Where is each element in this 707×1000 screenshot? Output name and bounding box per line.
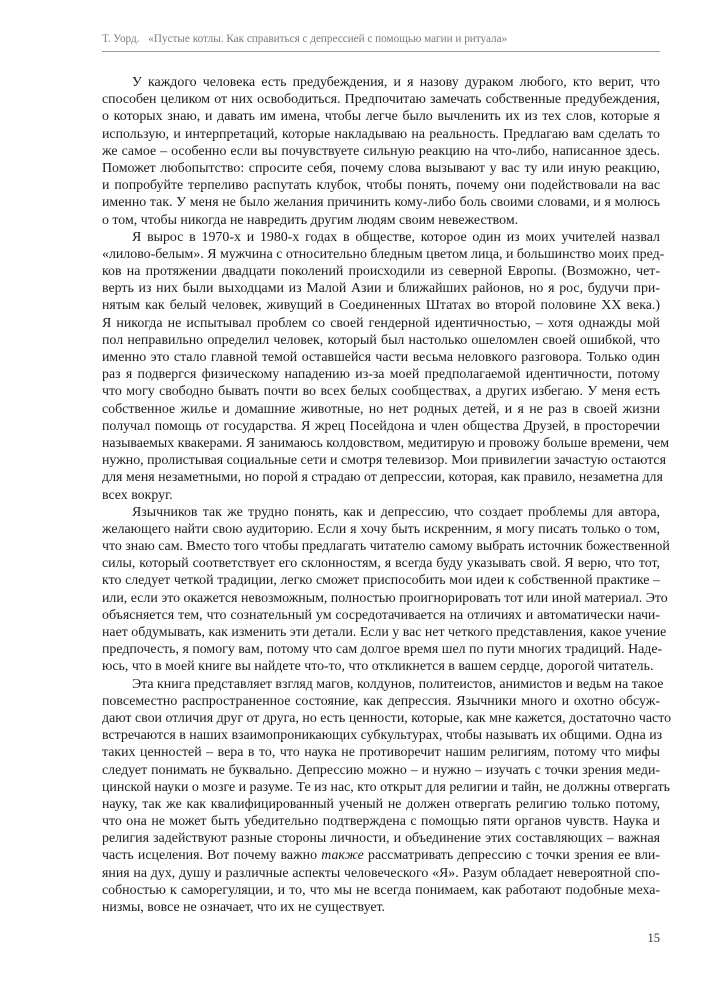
text-line: что знаю сам. Вместо того чтобы предлагать читателю самому выбрать источник божественной [102, 539, 670, 555]
text-line: таких ценностей – вера в то, что наука не противоречит нашим религиям, потому что мифы [102, 745, 660, 761]
text-line: получал помощь от государства. Я жрец Посейдона и член общества Друзей, в просторечии [102, 418, 660, 434]
text-line: У каждого человека есть предубеждения, и я назову дураком любого, кто верит, что [132, 75, 660, 90]
text-line: Эта книга представляет взгляд магов, колдунов, политеистов, анимистов и ведьм на такое [132, 676, 664, 692]
text-line: нятым как белый человек, живущий в Соединенных Штатах во второй половине XX века.) [102, 298, 660, 314]
text-line: Поможет любопытство: спросите себя, почему слова вызывают у вас ту или иную реакцию, [102, 160, 660, 176]
text-line: юсь, что в моей книге вы найдете что-то, что откликнется в вашем сердце, дорогой читатель. [102, 659, 654, 675]
header-author: Т. Уорд. [102, 33, 140, 45]
text-line: и попробуйте терпеливо распутать клубок, чтобы понять, почему они подействовали на вас [102, 178, 660, 194]
text-line: нужно, пролистывая социальные сети и смотря телевизор. Мои привилегии зачастую остаются [102, 453, 666, 469]
text-line: что она не может быть убедительно подтверждена с помощью пяти органов чувств. Наука и [102, 814, 660, 830]
text-line: ков на протяжении двадцати поколений происходили из северной Европы. (Возможно, чет- [102, 264, 660, 280]
text-line: Язычников так же трудно понять, как и депрессию, что создает проблемы для автора, [132, 504, 660, 520]
text-line: силы, который соответствует его склонностям, я всегда буду указывать свой. Я верю, что тот, [102, 556, 660, 572]
italic-emphasis: также [321, 848, 364, 864]
paragraph [102, 229, 670, 504]
text-line: собностью к саморегуляции, и то, что мы не всегда понимаем, как работают подобные меха- [102, 882, 660, 898]
text-line: собственное жилье и домашние животные, но нет родных детей, и я не раз в своей жизни [102, 401, 660, 417]
text-line: именно так. У меня не было желания причинить кому-либо боль своими словами, и я молюсь [102, 195, 660, 211]
page-body-text [102, 74, 672, 916]
text-line: следует понимать не буквально. Депрессию можно – и нужно – изучать с точки зрения меди- [102, 762, 660, 778]
text-line: называемых квакерами. Я занимаюсь колдовством, медитирую и провожу больше времени, чем [102, 435, 670, 451]
text-line: желающего найти свою аудиторию. Если я хочу быть искренним, я могу писать только о том, [102, 521, 660, 537]
text-line [102, 847, 660, 864]
header-book-title: «Пустые котлы. Как справиться с депрессией с помощью магии и ритуала» [148, 33, 508, 45]
text-line: верть из них были выходцами из Малой Азии и ближайших районов, но я рос, будучи при- [102, 281, 660, 297]
text-line: религия задействуют разные стороны личности, и объединение этих составляющих – важная [102, 831, 660, 847]
running-header [102, 33, 660, 45]
text-line: объясняется тем, что сознательный ум сосредотачивается на отличиях и автоматически начи- [102, 607, 660, 623]
paragraph [102, 74, 660, 229]
text-line: для меня незаметными, но порой я страдаю от депрессии, которая, как правило, незаметна для [102, 470, 663, 486]
text-line: предпочесть, я помогу вам, потому что сам долгое время шел по пути многих традиций. Наде- [102, 642, 663, 658]
text-line: яния на дух, душу и различные аспекты человеческого «Я». Разум обладает невероятной спо- [102, 865, 660, 881]
text-line: нает обдумывать, как изменить эти детали. Если у вас нет четкого представления, какое учение [102, 625, 667, 640]
text-line: пол неправильно определил человек, который был настолько ошеломлен своей ошибкой, что [102, 332, 660, 348]
text-segment: рассматривать депрессию с точки зрения ее вли- [363, 848, 660, 864]
text-line: науку, так же как квалифицированный ученый не должен отвергать религию только потому, [102, 796, 660, 812]
text-line: Я никогда не испытывал проблем со своей гендерной идентичностью, – хотя однажды мой [102, 315, 660, 331]
text-line: «лилово-белым». Я мужчина с относительно бледным цветом лица, и большинство моих пред- [102, 246, 665, 262]
text-segment: часть исцеления. Вот почему важно [102, 848, 322, 864]
text-line: или, если это окажется невозможным, полностью проигнорировать тот или иной материал. Это [102, 590, 668, 606]
header-rule [102, 51, 660, 52]
text-line: повсеместно распространенное состояние, как депрессия. Язычники много и охотно обсуж- [102, 693, 660, 709]
text-line: всех вокруг. [102, 487, 173, 503]
text-line: встречаются в наших взаимопроникающих субкультурах, чтобы называть их общими. Одна из [102, 728, 663, 744]
text-line: же самое – особенно если вы почувствуете сильную реакцию на что-либо, написанное здесь. [102, 143, 660, 159]
text-line: использую, и интерпретаций, которые накладываю на реальность. Предлагаю вам сделать то [102, 126, 660, 142]
text-line: цинской науки о мозге и разуме. Те из нас, кто открыт для религии и тайн, не должны отвергать [102, 779, 670, 795]
text-line: раз я подвергся физическому нападению из-за моей предполагаемой идентичности, потому [102, 367, 660, 383]
text-line: Я вырос в 1970-х и 1980-х годах в обществе, которое один из моих учителей назвал [132, 229, 660, 245]
text-line: кто следует четкой традиции, легко сможет приспособить мои идеи к собственной практике – [102, 573, 660, 589]
text-line: способен целиком от них освободиться. Предпочитаю замечать собственные предубеждения, [102, 92, 660, 108]
text-line: именно это стало главной темой оставшейся части весьма неловкого разговора. Только один [102, 350, 660, 365]
paragraph [102, 504, 670, 676]
text-line: дают свои отличия друг от друга, но есть ценности, которые, как мне кажется, достаточно часто [102, 710, 672, 726]
text-line: низмы, вовсе не означает, что их не существует. [102, 900, 386, 915]
text-line: о которых знаю, и давать им имена, чтобы легче было вычленить их из тех слов, которые я [102, 109, 660, 125]
page-number: 15 [647, 931, 660, 945]
paragraph [102, 676, 672, 917]
text-line: о том, чтобы никогда не навредить другим людям своим невежеством. [102, 212, 519, 228]
text-line: что могу свободно бывать почти во всех белых сообществах, а других избегаю. У меня есть [102, 384, 660, 400]
